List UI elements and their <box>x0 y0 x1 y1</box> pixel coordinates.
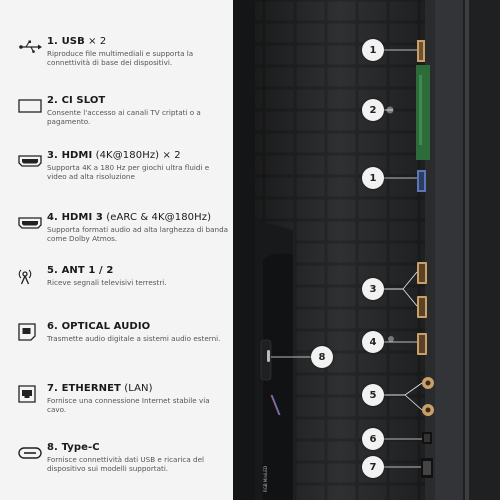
callout-badge-optical: 6 <box>362 428 384 450</box>
antenna-icon <box>18 267 42 285</box>
callout-badge-hdmi-earc: 4 <box>362 331 384 353</box>
hdmi-earc-icon <box>18 214 42 232</box>
legend-number: 6. <box>47 321 58 332</box>
legend-title: Type-C <box>61 442 100 453</box>
legend-number: 8. <box>47 442 58 453</box>
callout-badge-ci-slot: 2 <box>362 99 384 121</box>
legend-description: Consente l'accesso ai canali TV criptati o a pagamento. <box>47 108 201 127</box>
legend-title: CI SLOT <box>61 95 106 106</box>
optical-audio-icon <box>18 323 42 341</box>
legend-suffix: (4K@180Hz) × 2 <box>92 150 181 161</box>
legend-title: ANT 1 / 2 <box>61 265 114 276</box>
callout-badge-ethernet: 7 <box>362 456 384 478</box>
legend-number: 7. <box>47 383 58 394</box>
legend-number: 2. <box>47 95 58 106</box>
legend-title: USB <box>61 36 85 47</box>
legend-description: Riproduce file multimediali e supporta la connettività di base dei dispositivi. <box>47 49 194 68</box>
callout-badge-usb-bottom: 1 <box>362 167 384 189</box>
callout-badge-hdmi: 3 <box>362 278 384 300</box>
legend-title: ETHERNET <box>61 383 121 394</box>
legend-suffix: (eARC & 4K@180Hz) <box>102 212 212 223</box>
ethernet-icon <box>18 385 42 403</box>
hdmi-icon <box>18 152 42 170</box>
callout-badge-usb-c: 8 <box>311 346 333 368</box>
ci-slot-icon <box>18 97 42 115</box>
legend-title: HDMI <box>61 150 93 161</box>
legend-suffix: × 2 <box>84 36 107 47</box>
brand-text: RGB MiniLED <box>263 466 268 492</box>
usb-c-icon <box>18 444 42 462</box>
legend-description: Supporta 4K a 180 Hz per giochi ultra fluidi e video ad alta risoluzione <box>47 163 210 182</box>
callout-badge-usb-top: 1 <box>362 39 384 61</box>
legend-description: Trasmette audio digitale a sistemi audio esterni. <box>47 334 221 343</box>
legend-number: 4. <box>47 212 58 223</box>
port-legend-panel <box>0 0 233 500</box>
callout-badge-antenna: 5 <box>362 384 384 406</box>
legend-description: Supporta formati audio ad alta larghezza di banda come Dolby Atmos. <box>47 225 229 244</box>
legend-description: Fornisce connettività dati USB e ricarica del dispositivo sui modelli supportati. <box>47 455 205 474</box>
legend-suffix: (LAN) <box>120 383 153 394</box>
tv-back-panel-photo <box>233 0 500 500</box>
legend-description: Riceve segnali televisivi terrestri. <box>47 278 167 287</box>
tv-back-illustration <box>233 0 500 500</box>
legend-number: 3. <box>47 150 58 161</box>
legend-number: 1. <box>47 36 58 47</box>
usb-icon <box>18 38 42 56</box>
legend-title: HDMI 3 <box>61 212 103 223</box>
legend-number: 5. <box>47 265 58 276</box>
legend-description: Fornisce una connessione Internet stabile via cavo. <box>47 396 210 415</box>
legend-title: OPTICAL AUDIO <box>61 321 151 332</box>
